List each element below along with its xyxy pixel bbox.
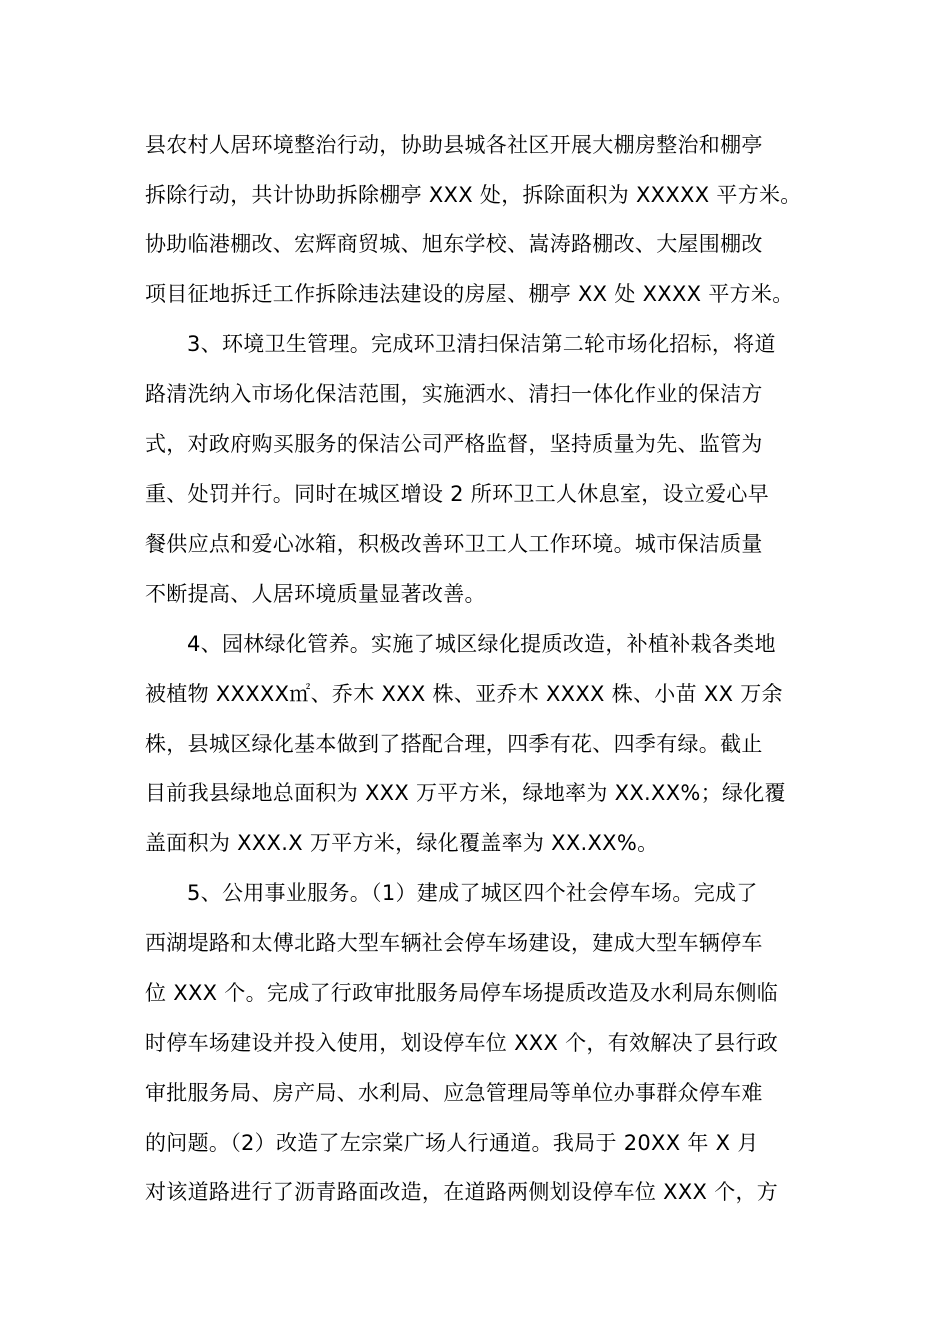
text-line: 时停车场建设并投入使用，划设停车位 XXX 个，有效解决了县行政 (145, 1031, 779, 1055)
text-line: 路清洗纳入市场化保洁范围，实施洒水、清扫一体化作业的保洁方 (145, 382, 763, 406)
paragraph-3-heading-line: 3、环境卫生管理。完成环卫清扫保洁第二轮市场化招标，将道 (187, 332, 776, 356)
text-line: 的问题。（2）改造了左宗棠广场人行通道。我局于 20XX 年 X 月 (145, 1131, 759, 1155)
text-line: 对该道路进行了沥青路面改造，在道路两侧划设停车位 XXX 个，方 (145, 1180, 779, 1204)
paragraph-5-heading-line: 5、公用事业服务。（1）建成了城区四个社会停车场。完成了 (187, 881, 758, 905)
text-line: 不断提高、人居环境质量显著改善。 (145, 582, 486, 606)
text-line: 式，对政府购买服务的保洁公司严格监督，坚持质量为先、监管为 (145, 432, 763, 456)
text-line: 株，县城区绿化基本做到了搭配合理，四季有花、四季有绿。截止 (145, 732, 763, 756)
text-line: 县农村人居环境整治行动，协助县城各社区开展大棚房整治和棚亭 (145, 133, 763, 157)
text-line: 西湖堤路和太傅北路大型车辆社会停车场建设，建成大型车辆停车 (145, 931, 763, 955)
text-line: 盖面积为 XXX.X 万平方米，绿化覆盖率为 XX.XX%。 (145, 831, 659, 855)
text-line: 重、处罚并行。同时在城区增设 2 所环卫工人休息室，设立爱心早 (145, 482, 770, 506)
text-line: 目前我县绿地总面积为 XXX 万平方米，绿地率为 XX.XX%；绿化覆 (145, 781, 786, 805)
text-line: 审批服务局、房产局、水利局、应急管理局等单位办事群众停车难 (145, 1081, 763, 1105)
text-line: 被植物 XXXXX㎡、乔木 XXX 株、亚乔木 XXXX 株、小苗 XX 万余 (145, 682, 783, 706)
text-line: 拆除行动，共计协助拆除棚亭 XXX 处，拆除面积为 XXXXX 平方米。 (145, 183, 802, 207)
text-line: 协助临港棚改、宏辉商贸城、旭东学校、嵩涛路棚改、大屋围棚改 (145, 232, 763, 256)
paragraph-4-heading-line: 4、园林绿化管养。实施了城区绿化提质改造，补植补栽各类地 (187, 632, 776, 656)
text-line: 餐供应点和爱心冰箱，积极改善环卫工人工作环境。城市保洁质量 (145, 532, 763, 556)
text-line: 位 XXX 个。完成了行政审批服务局停车场提质改造及水利局东侧临 (145, 981, 779, 1005)
text-line: 项目征地拆迁工作拆除违法建设的房屋、棚亭 XX 处 XXXX 平方米。 (145, 282, 794, 306)
